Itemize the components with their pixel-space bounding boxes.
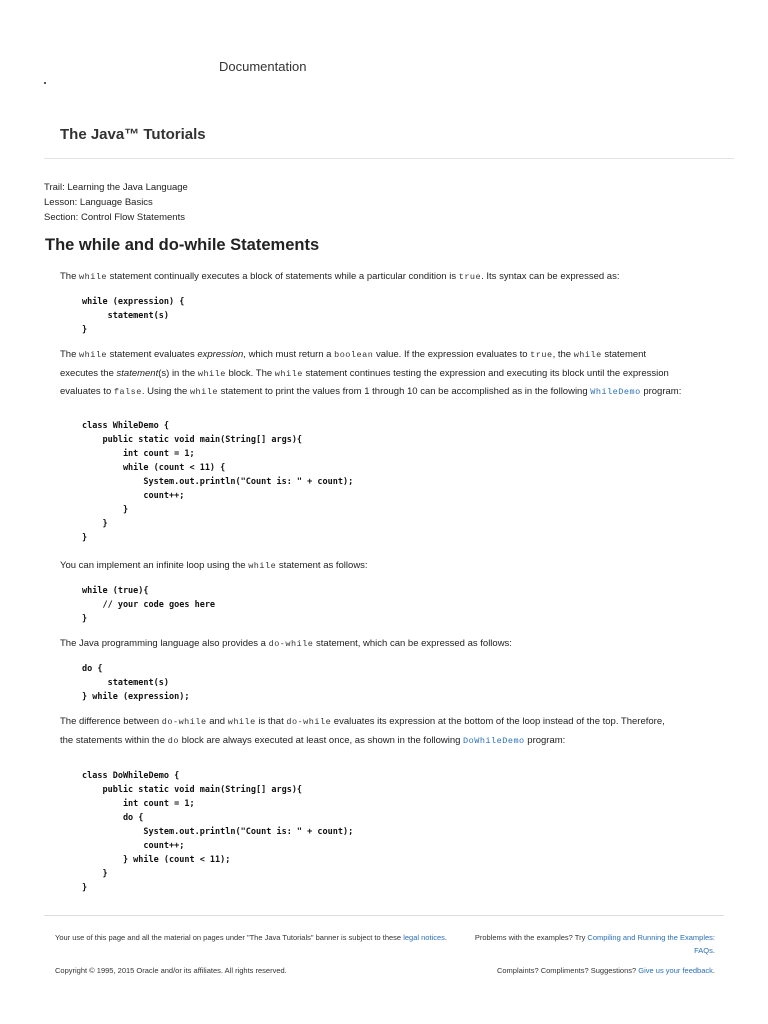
footer-feedback-text: Complaints? Compliments? Suggestions? Give us your feedback. [496, 966, 715, 975]
paragraph-do-while-intro: The Java programming language also provides a do-while statement, which can be expressed as follows: [60, 638, 512, 649]
breadcrumb-lesson[interactable]: Lesson: Language Basics [44, 197, 153, 208]
feedback-link[interactable]: Give us your feedback [638, 966, 713, 975]
documentation-nav-link[interactable]: Documentation [219, 59, 307, 74]
footer-copyright: Copyright © 1995, 2015 Oracle and/or its affiliates. All rights reserved. [55, 966, 287, 975]
paragraph-while-explained: The while statement evaluates expression, which must return a boolean value. If the expression evaluates to true, the while statement executes the statement(s) in the while block. The while statement continues testing the expression and executing its block until the expression evaluates to false. Using the while statement to print the values from 1 through 10 can be accomplished as in the following WhileDemo program: [60, 349, 682, 397]
compiling-running-faqs-link[interactable]: Compiling and Running the Examples: FAQs [587, 933, 715, 955]
breadcrumb-section[interactable]: Section: Control Flow Statements [44, 212, 185, 223]
legal-notices-link[interactable]: legal notices [403, 933, 445, 942]
paragraph-infinite-loop: You can implement an infinite loop using the while statement as follows: [60, 560, 368, 571]
breadcrumb-trail[interactable]: Trail: Learning the Java Language [44, 182, 188, 193]
whiledemo-link[interactable]: WhileDemo [590, 387, 641, 397]
footer-divider [44, 915, 724, 916]
code-block-infinite-loop: while (true){ // your code goes here } [82, 586, 216, 624]
paragraph-difference: The difference between do-while and while is that do-while evaluates its expression at the bottom of the loop instead of the top. Therefore, the statements within the do block are always executed at least once, as shown in the following DoWhileDemo program: [60, 716, 665, 746]
code-block-dowhiledemo: class DoWhileDemo { public static void main(String[] args){ int count = 1; do { System.out.println("Count is: " + count); count++; } while (count < 11); } } [82, 771, 354, 893]
divider-dot [44, 82, 46, 84]
footer-legal-text: Your use of this page and all the material on pages under "The Java Tutorials" banner is subject to these legal notices. [55, 933, 447, 942]
code-block-while-syntax: while (expression) { statement(s) } [82, 297, 185, 335]
page-title: The while and do-while Statements [45, 236, 320, 254]
footer-problems-text: Problems with the examples? Try Compiling and Running the Examples: FAQs. [474, 933, 715, 955]
paragraph-intro: The while statement continually executes a block of statements while a particular condition is true. Its syntax can be expressed as: [60, 271, 620, 282]
site-title[interactable]: The Java™ Tutorials [60, 126, 206, 143]
dowhiledemo-link[interactable]: DoWhileDemo [463, 735, 525, 746]
code-block-whiledemo: class WhileDemo { public static void main(String[] args){ int count = 1; while (count < 11) { System.out.println("Count is: " + count); count++; } } } [82, 421, 354, 543]
code-block-do-while-syntax: do { statement(s) } while (expression); [82, 664, 190, 702]
header-divider [44, 158, 734, 159]
